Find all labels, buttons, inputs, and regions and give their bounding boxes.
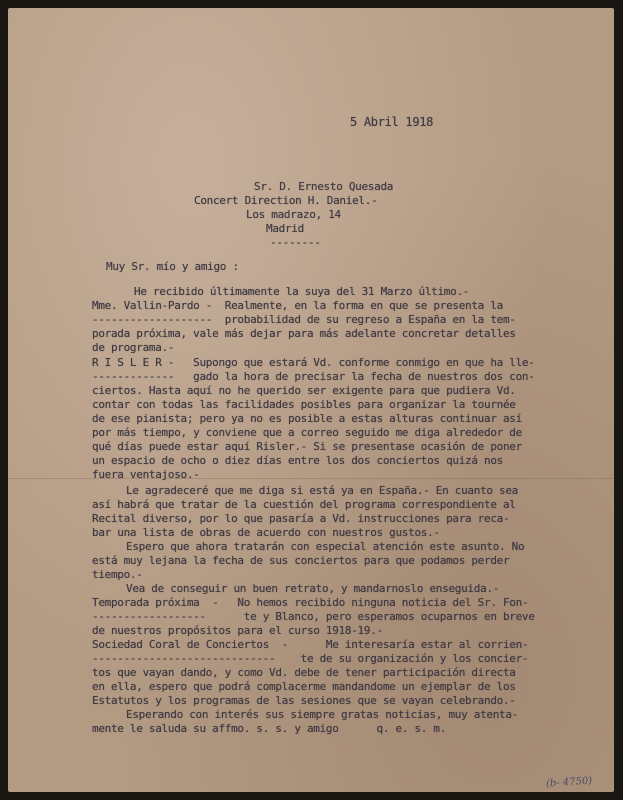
body-line: Espero que ahora tratarán con especial atención este asunto. No bbox=[126, 540, 525, 553]
body-line: R I S L E R - Supongo que estará Vd. conforme conmigo en que ha lle- bbox=[92, 356, 535, 369]
body-line: de nuestros propósitos para el curso 1918-19.- bbox=[92, 624, 383, 637]
body-line: de programa.- bbox=[92, 341, 175, 354]
body-line: Vea de conseguir un buen retrato, y mandarnoslo enseguida.- bbox=[126, 582, 500, 595]
body-line: mente le saluda su affmo. s. s. y amigo q. e. s. m. bbox=[92, 722, 447, 735]
body-line: Esperando con interés sus siempre gratas noticias, muy atenta- bbox=[126, 708, 518, 721]
body-line: Mme. Vallin-Pardo - Realmente, en la forma en que se presenta la bbox=[92, 299, 503, 312]
body-line: Sociedad Coral de Conciertos - Me interesaría estar al corrien- bbox=[92, 638, 529, 651]
body-line: tos que vayan dando, y como Vd. debe de tener participación directa bbox=[92, 666, 516, 679]
salutation: Muy Sr. mío y amigo : bbox=[106, 260, 239, 273]
body-line: ------------------ te y Blanco, pero esperamos ocuparnos en breve bbox=[92, 610, 535, 623]
body-line: tiempo.- bbox=[92, 568, 143, 581]
body-line: fuera ventajoso.- bbox=[92, 468, 200, 481]
archive-mark: (b- 4750) bbox=[545, 775, 593, 790]
letter-page bbox=[8, 8, 614, 792]
body-line: de ese pianista; pero ya no es posible a estas alturas continuar así bbox=[92, 412, 522, 425]
body-line: ------------- gado la hora de precisar la fecha de nuestros dos con- bbox=[92, 370, 535, 383]
body-line: en ella, espero que podrá complacerme mandandome un ejemplar de los bbox=[92, 680, 516, 693]
body-line: porada próxima, vale más dejar para más adelante concretar detalles bbox=[92, 327, 516, 340]
body-line: contar con todas las facilidades posibles para organizar la tournée bbox=[92, 398, 516, 411]
body-line: ciertos. Hasta aquí no he querido ser exigente para que pudiera Vd. bbox=[92, 384, 516, 397]
body-line: Estatutos y los programas de las sesiones que se vayan celebrando.- bbox=[92, 694, 516, 707]
body-line: ----------------------------- te de su organización y los concier- bbox=[92, 652, 529, 665]
body-line: por más tiempo, y conviene que a correo seguido me diga alrededor de bbox=[92, 426, 522, 439]
recipient-line: Sr. D. Ernesto Quesada bbox=[254, 180, 394, 193]
body-line: bar una lista de obras de acuerdo con nuestros gustos.- bbox=[92, 526, 440, 539]
body-line: Temporada próxima - No hemos recibido ninguna noticia del Sr. Fon- bbox=[92, 596, 529, 609]
body-line: Le agradeceré que me diga si está ya en España.- En cuanto sea bbox=[126, 484, 518, 497]
body-line: Recital diverso, por lo que pasaría a Vd. instrucciones para reca- bbox=[92, 512, 510, 525]
body-line: He recibido últimamente la suya del 31 Marzo último.- bbox=[134, 285, 470, 298]
recipient-line: Madrid bbox=[266, 222, 304, 235]
recipient-line: Concert Direction H. Daniel.- bbox=[194, 194, 378, 207]
recipient-underline: -------- bbox=[270, 236, 321, 249]
recipient-line: Los madrazo, 14 bbox=[246, 208, 341, 221]
letter-date: 5 Abril 1918 bbox=[350, 115, 434, 129]
body-line: está muy lejana la fecha de sus conciertos para que podamos perder bbox=[92, 554, 510, 567]
body-line: un espacio de ocho o diez días entre los dos conciertos quizá nos bbox=[92, 454, 503, 467]
body-line: ------------------- probabilidad de su regreso a España en la tem- bbox=[92, 313, 516, 326]
body-line: qué días puede estar aquí Risler.- Si se presentase ocasión de poner bbox=[92, 440, 522, 453]
body-line: así habrá que tratar de la cuestión del programa correspondiente al bbox=[92, 498, 516, 511]
